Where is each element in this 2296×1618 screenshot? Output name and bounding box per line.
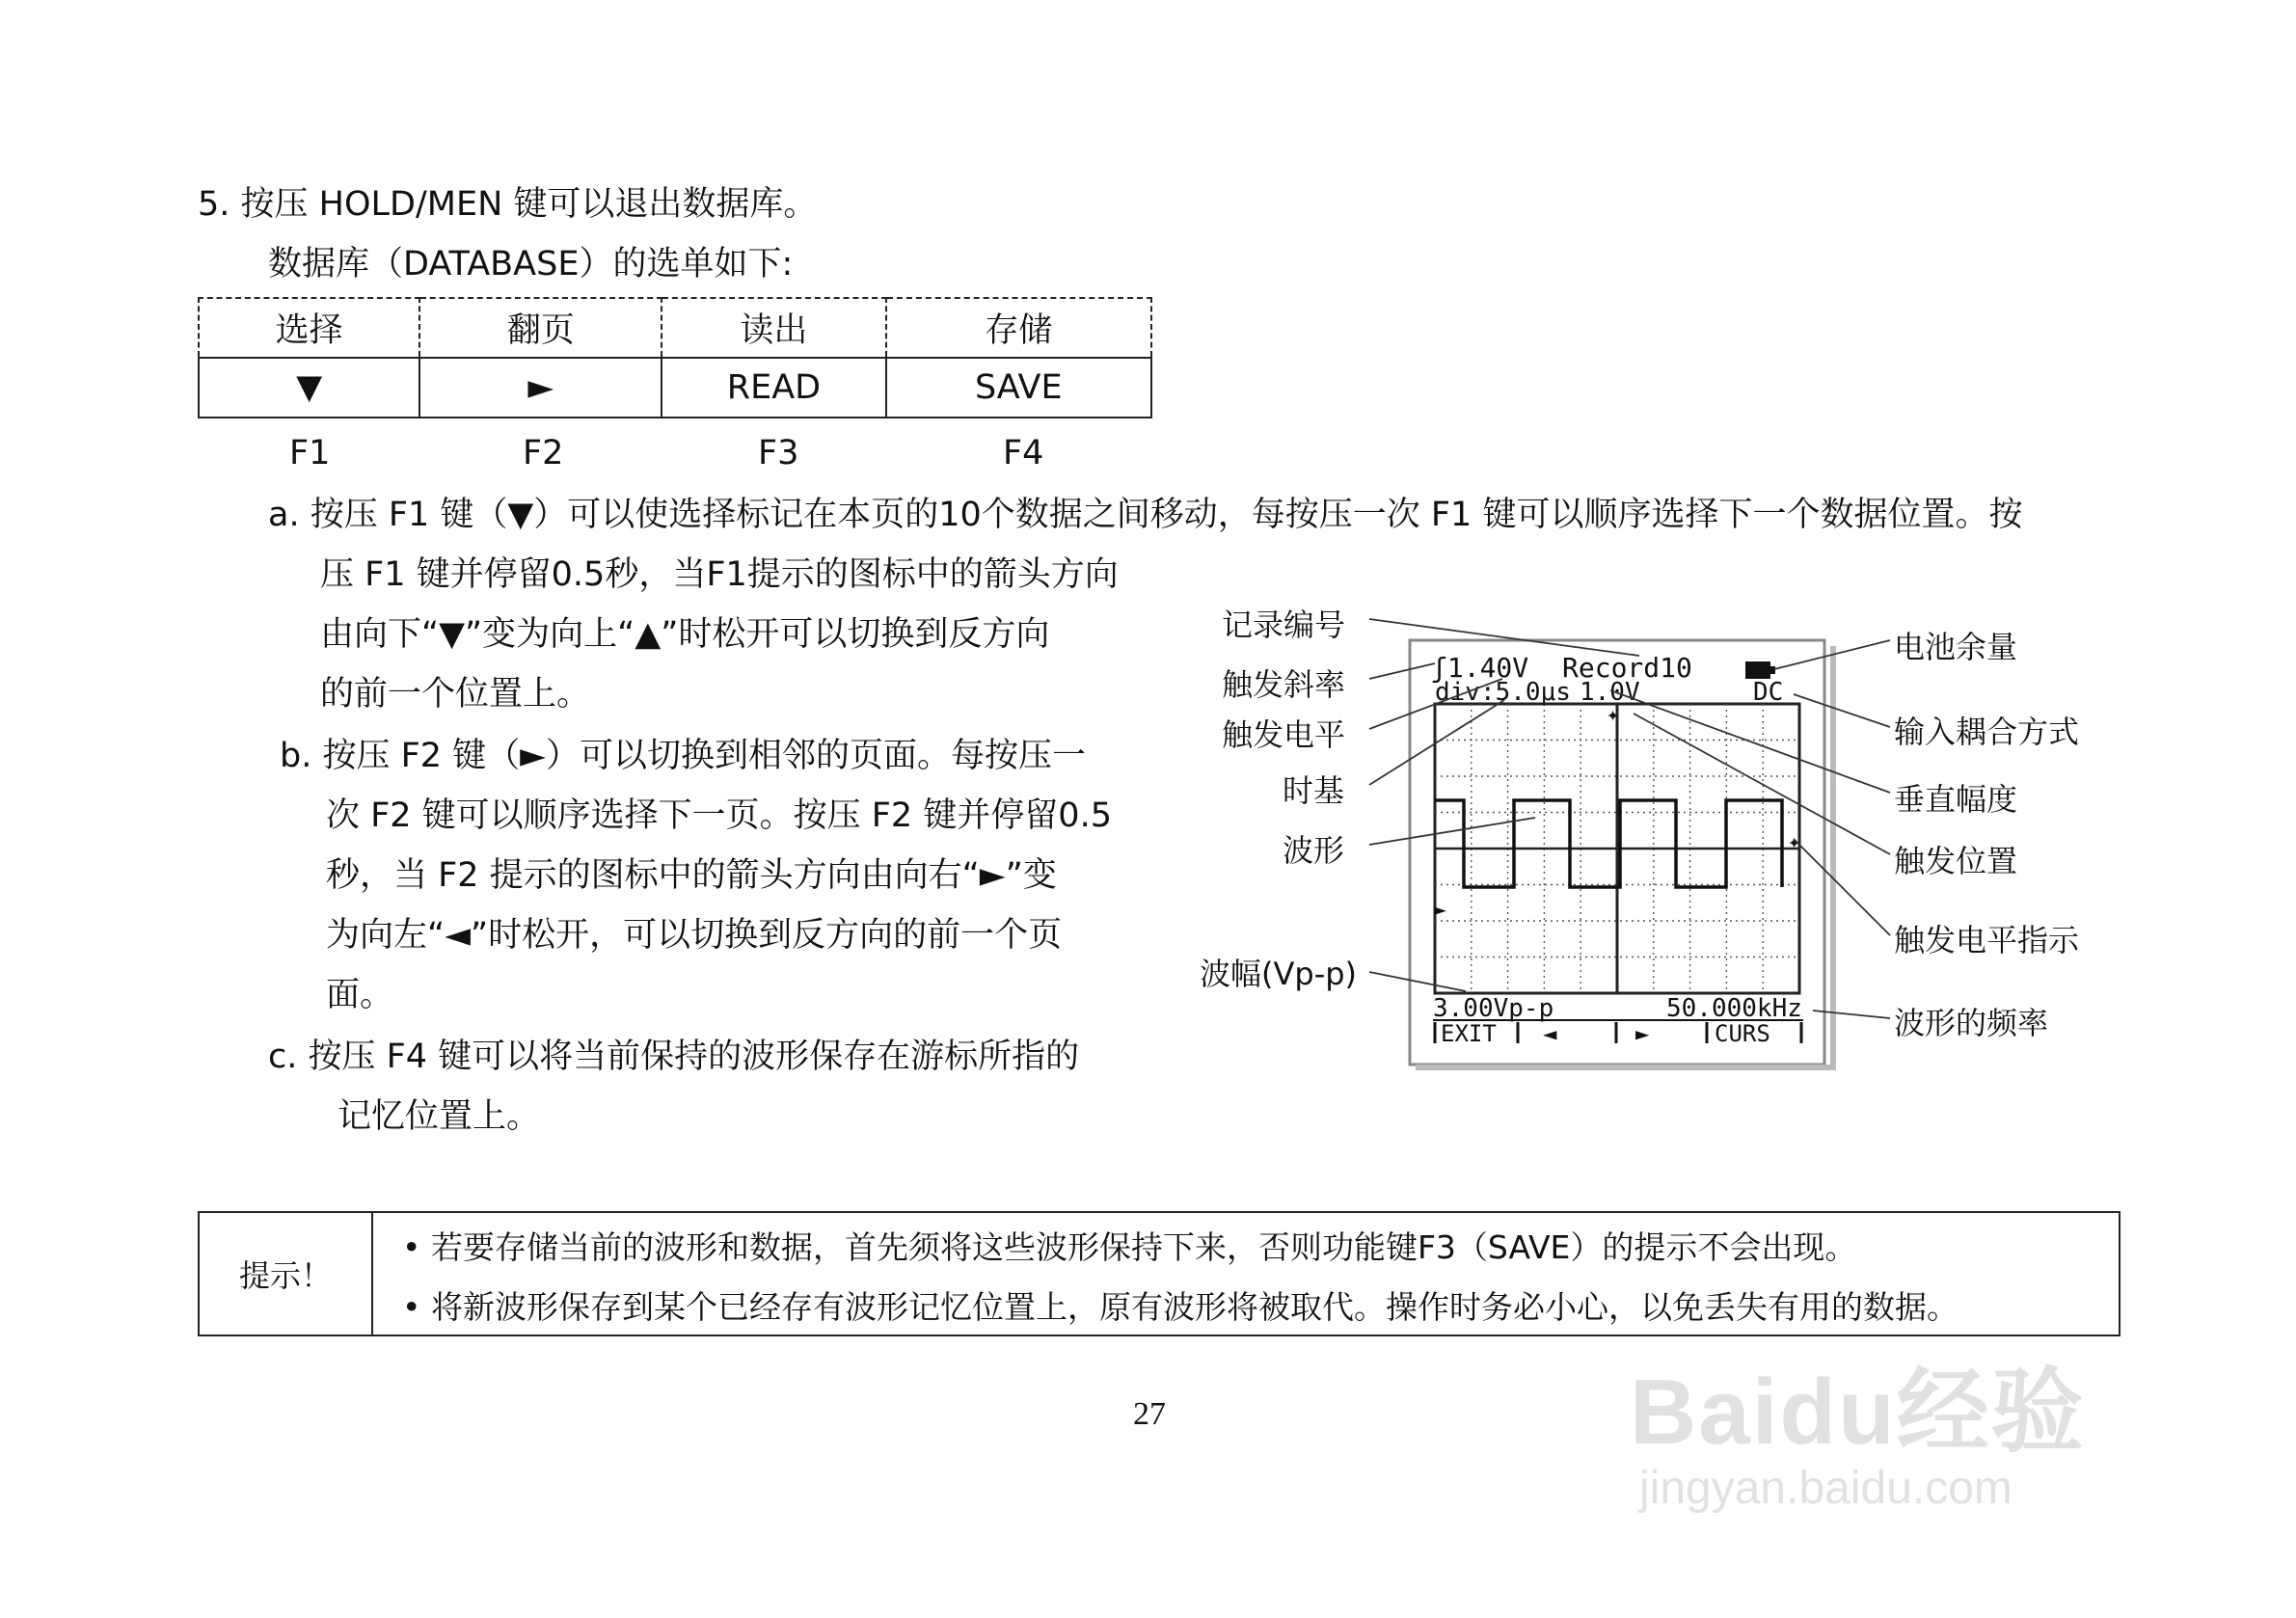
para-a-line1: a. 按压 F1 键（▼）可以使选择标记在本页的10个数据之间移动，每按压一次 F1 键可以顺序选择下一个数据位置。按 bbox=[268, 496, 2023, 534]
tip-item-1: • 若要存储当前的波形和数据，首先须将这些波形保持下来，否则功能键F3（SAVE）的提示不会出现。 bbox=[402, 1228, 1857, 1266]
baidu-watermark-logo: Baidu经验 bbox=[1630, 1361, 2086, 1464]
ground-marker: ► bbox=[1435, 898, 1447, 921]
label-record-number: 记录编号 bbox=[1222, 607, 1346, 643]
softkey-curs: CURS bbox=[1715, 1020, 1770, 1047]
menu-symbol-read: READ bbox=[662, 358, 885, 418]
key-f1: F1 bbox=[289, 434, 331, 472]
vpp-readout: 3.00Vp-p bbox=[1433, 994, 1554, 1023]
para-a-line4: 的前一个位置上。 bbox=[320, 675, 591, 714]
softkey-next: ► bbox=[1635, 1020, 1650, 1047]
page-number: 27 bbox=[1133, 1396, 1166, 1432]
menu-intro: 数据库（DATABASE）的选单如下: bbox=[268, 245, 794, 283]
step-5-text: 5. 按压 HOLD/MEN 键可以退出数据库。 bbox=[198, 185, 818, 224]
menu-symbol-down: ▼ bbox=[199, 358, 419, 418]
label-timebase: 时基 bbox=[1283, 772, 1345, 809]
tip-box bbox=[198, 1211, 2120, 1336]
menu-symbol-row bbox=[199, 358, 1151, 418]
para-b-line3: 秒，当 F2 提示的图标中的箭头方向由向右“►”变 bbox=[326, 856, 1057, 895]
frequency-readout: 50.000kHz bbox=[1666, 994, 1802, 1023]
volts-readout: 1.0V bbox=[1580, 678, 1640, 707]
label-trigger-position: 触发位置 bbox=[1894, 843, 2018, 879]
key-f4: F4 bbox=[1003, 434, 1044, 472]
para-c-line2: 记忆位置上。 bbox=[338, 1097, 541, 1136]
coupling-readout: DC bbox=[1753, 678, 1784, 707]
menu-symbol-save: SAVE bbox=[886, 358, 1151, 418]
label-trigger-level: 触发电平 bbox=[1222, 716, 1346, 753]
timebase-readout: div:5.0μs bbox=[1435, 678, 1571, 707]
trigger-level-marker: ✦ bbox=[1788, 830, 1801, 854]
menu-header-read: 读出 bbox=[662, 298, 885, 358]
para-b-line2: 次 F2 键可以顺序选择下一页。按压 F2 键并停留0.5 bbox=[326, 796, 1112, 835]
key-f2: F2 bbox=[523, 434, 564, 472]
para-c-line1: c. 按压 F4 键可以将当前保持的波形保存在游标所指的 bbox=[268, 1038, 1080, 1076]
label-trigger-slope: 触发斜率 bbox=[1222, 666, 1346, 703]
softkey-exit: EXIT bbox=[1441, 1020, 1497, 1047]
menu-symbol-right: ► bbox=[419, 358, 662, 418]
tip-label: 提示！ bbox=[200, 1213, 373, 1335]
label-trigger-level-indicator: 触发电平指示 bbox=[1894, 922, 2080, 958]
label-waveform: 波形 bbox=[1283, 832, 1345, 869]
trigger-position-marker: ✦ bbox=[1607, 703, 1620, 727]
para-a-line3: 由向下“▼”变为向上“▲”时松开可以切换到反方向 bbox=[320, 615, 1050, 654]
para-b-line4: 为向左“◄”时松开，可以切换到反方向的前一个页 bbox=[326, 916, 1063, 955]
record-number: Record10 bbox=[1562, 652, 1692, 684]
menu-header-save: 存储 bbox=[886, 298, 1151, 358]
label-input-coupling: 输入耦合方式 bbox=[1894, 714, 2080, 750]
label-waveform-frequency: 波形的频率 bbox=[1894, 1005, 2049, 1041]
trigger-readout: ʃ1.40V bbox=[1431, 652, 1529, 684]
softkey-prev: ◄ bbox=[1543, 1020, 1557, 1047]
para-b-line1: b. 按压 F2 键（►）可以切换到相邻的页面。每按压一 bbox=[280, 737, 1087, 775]
menu-header-select: 选择 bbox=[199, 298, 419, 358]
label-vertical-scale: 垂直幅度 bbox=[1894, 781, 2018, 818]
para-b-line5: 面。 bbox=[326, 976, 394, 1014]
key-f3: F3 bbox=[758, 434, 799, 472]
menu-header-page: 翻页 bbox=[419, 298, 662, 358]
database-menu-table bbox=[198, 297, 1152, 418]
tip-item-2: • 将新波形保存到某个已经存有波形记忆位置上，原有波形将被取代。操作时务必小心，以免丢失有用的数据。 bbox=[402, 1288, 1958, 1326]
label-battery: 电池余量 bbox=[1894, 629, 2018, 665]
baidu-watermark-url: jingyan.baidu.com bbox=[1639, 1463, 2012, 1514]
menu-header-row bbox=[199, 298, 1151, 358]
label-amplitude-vpp: 波幅(Vp-p) bbox=[1200, 956, 1358, 992]
battery-icon bbox=[1745, 661, 1770, 679]
para-a-line2: 压 F1 键并停留0.5秒，当F1提示的图标中的箭头方向 bbox=[320, 555, 1119, 594]
